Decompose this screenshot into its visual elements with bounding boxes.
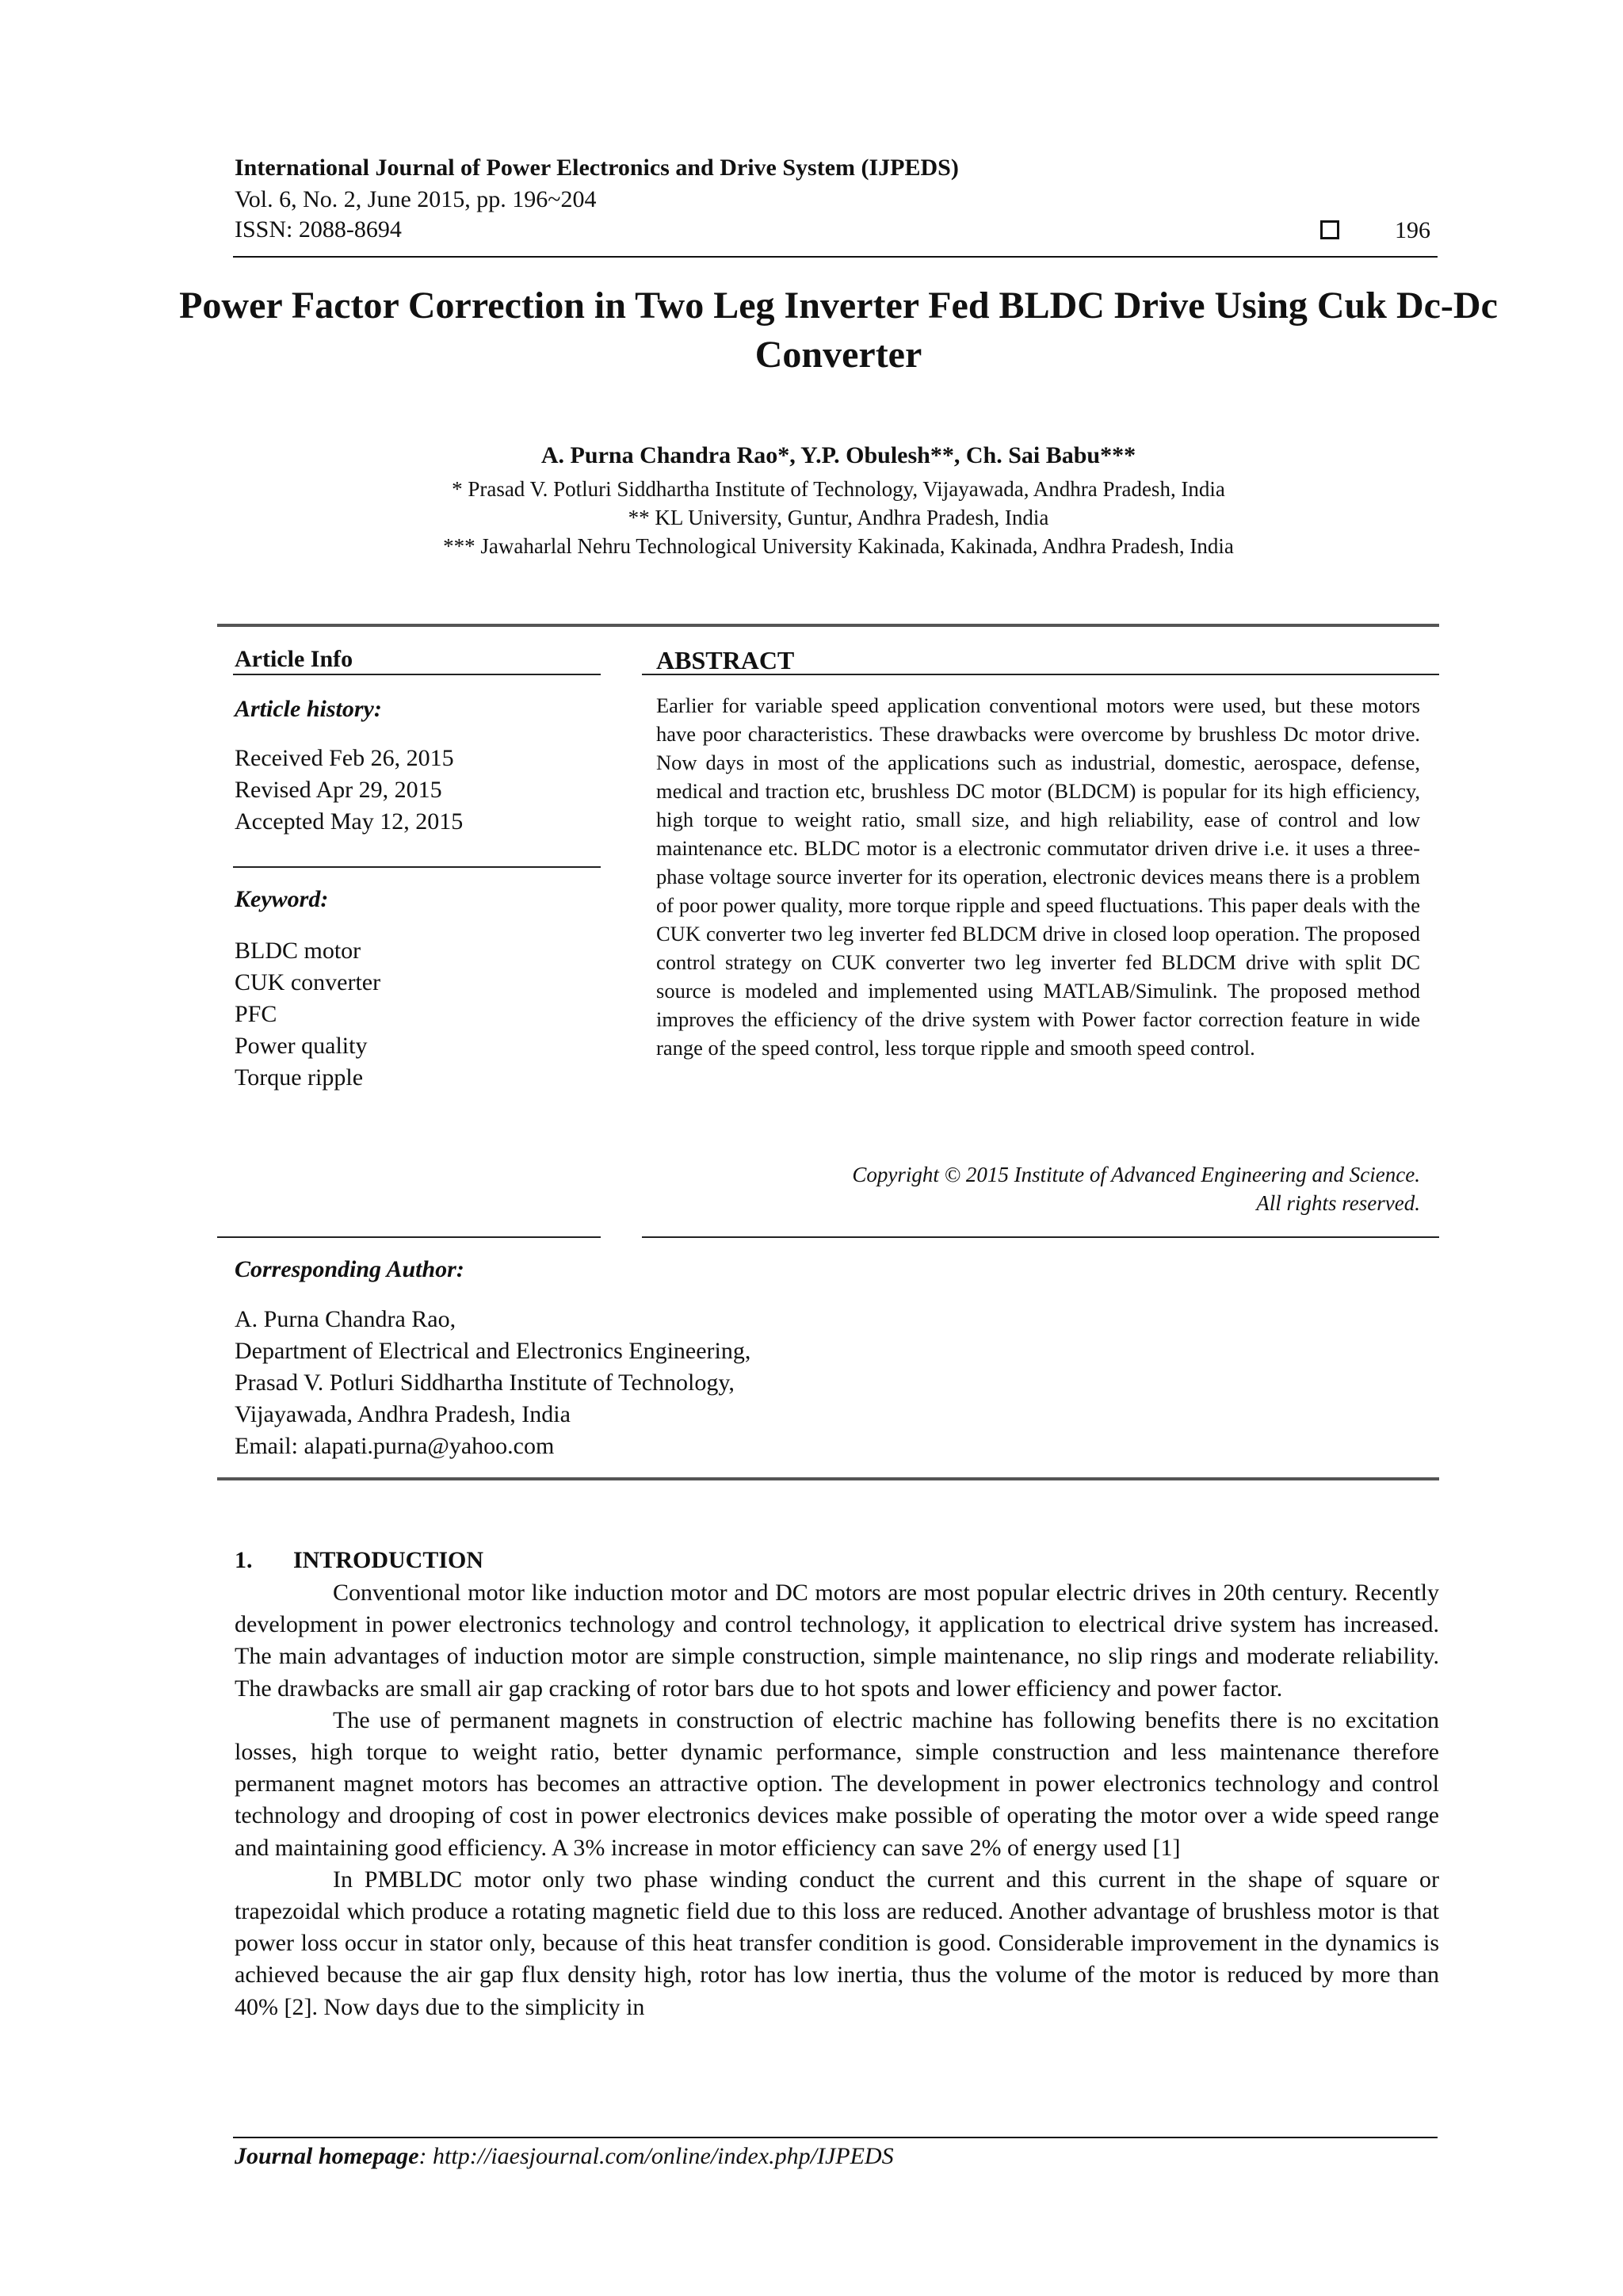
section-divider [217, 624, 1439, 627]
history-item: Revised Apr 29, 2015 [235, 777, 442, 803]
copyright-line: Copyright © 2015 Institute of Advanced Engineering and Science. [852, 1163, 1420, 1186]
keyword-item: BLDC motor [235, 938, 361, 964]
column-divider [642, 1236, 1439, 1238]
author-department: Department of Electrical and Electronics Engineering, [235, 1338, 751, 1364]
abstract-body: Earlier for variable speed application conventional motors were used, but these motors have poor characteristics. These drawbacks were overcome by brushless Dc motor drive. Now days in most of the applications such as industrial, domestic, aerospace, defense, medical and traction etc, brushless DC motor (BLDCM) is popular for its high efficiency, high torque to weight ratio, small size, and high reliability, ease of control and low maintenance etc. BLDC motor is a electronic commutator driven drive i.e. it uses a three-phase voltage source inverter for its operation, electronic devices means there is a problem of poor power quality, more torque ripple and speed fluctuations. This paper deals with the CUK converter two leg inverter fed BLDCM drive in closed loop operation. The proposed control strategy on CUK converter two leg inverter fed BLDCM drive with split DC source is modeled and implemented using MATLAB/Simulink. The proposed method improves the efficiency of the drive system with Power factor correction feature in wide range of the speed control, less torque ripple and smooth speed control. [656, 693, 1420, 1060]
journal-name: International Journal of Power Electronics and Drive System (IJPEDS) [235, 155, 959, 181]
keyword-item: Power quality [235, 1033, 368, 1059]
keyword-item: CUK converter [235, 969, 381, 995]
keyword-heading: Keyword: [235, 886, 329, 912]
introduction-heading [235, 1547, 483, 1574]
corresponding-author-details [235, 1304, 750, 1462]
author-location: Vijayawada, Andhra Pradesh, India [235, 1401, 571, 1427]
column-divider [217, 1236, 601, 1238]
corresponding-author-heading: Corresponding Author: [235, 1256, 464, 1282]
keyword-item: Torque ripple [235, 1064, 364, 1091]
introduction-body [235, 1577, 1439, 2023]
affiliation: * Prasad V. Potluri Siddhartha Institute of Technology, Vijayawada, Andhra Pradesh, India [452, 477, 1225, 501]
column-divider [233, 866, 601, 868]
history-item: Received Feb 26, 2015 [235, 745, 454, 771]
copyright-line: All rights reserved. [1256, 1191, 1420, 1215]
page-number: 196 [1395, 217, 1430, 243]
section-title: INTRODUCTION [293, 1547, 484, 1573]
paragraph: In PMBLDC motor only two phase winding conduct the current and this current in the shape of square or trapezoidal which produce a rotating magnetic field due to this loss are reduced. Another advantage of brushless motor is that power loss occur in stator only, because of this heat transfer condition is good. Considerable improvement in the dynamics is achieved because the air gap flux density high, rotor has low inertia, thus the volume of the motor is reduced by more than 40% [2]. Now days due to the simplicity in [235, 1866, 1439, 2020]
journal-volume: Vol. 6, No. 2, June 2015, pp. 196~204 [235, 186, 597, 212]
homepage-url[interactable]: : http://iaesjournal.com/online/index.php/IJPEDS [418, 2143, 894, 2169]
paper-title: Power Factor Correction in Two Leg Inverter Fed BLDC Drive Using Cuk Dc-Dc Converter [179, 285, 1498, 376]
article-history-list [235, 743, 463, 838]
author-list: A. Purna Chandra Rao*, Y.P. Obulesh**, Ch. Sai Babu*** [540, 442, 1136, 468]
author-name: A. Purna Chandra Rao, [235, 1306, 456, 1332]
copyright-notice [656, 1160, 1420, 1217]
article-info-heading: Article Info [235, 646, 353, 672]
section-divider [217, 1477, 1439, 1480]
paragraph: The use of permanent magnets in construction of electric machine has following benefits there is no excitation losses, high torque to weight ratio, better dynamic performance, simple construction and less maintenance therefore permanent magnet motors has becomes an attractive option. The development in power electronics technology and control technology and drooping of cost in power electronics devices make possible of operating the motor over a wide speed range and maintaining good efficiency. A 3% increase in motor efficiency can save 2% of energy used [1] [235, 1706, 1439, 1861]
paragraph: Conventional motor like induction motor and DC motors are most popular electric drives in 20th century. Recently development in power electronics technology and control technology, it application to electrical drive system has increased. The main advantages of induction motor are simple construction, simple maintenance, no slip rings and moderate reliability. The drawbacks are small air gap cracking of rotor bars due to hot spots and lower efficiency and power factor. [235, 1580, 1439, 1702]
column-divider [233, 674, 601, 675]
affiliation: *** Jawaharlal Nehru Technological University Kakinada, Kakinada, Andhra Pradesh, India [443, 534, 1234, 558]
checkbox-square-icon [1320, 220, 1339, 239]
author-email: Email: alapati.purna@yahoo.com [235, 1433, 555, 1459]
affiliation: ** KL University, Guntur, Andhra Pradesh, India [628, 506, 1049, 529]
section-number: 1. [235, 1547, 253, 1573]
homepage-label: Journal homepage [235, 2143, 419, 2169]
journal-issn: ISSN: 2088-8694 [235, 216, 402, 243]
keyword-list [235, 935, 380, 1094]
footer-divider [233, 2137, 1438, 2138]
history-item: Accepted May 12, 2015 [235, 808, 464, 835]
keyword-item: PFC [235, 1001, 277, 1027]
abstract-heading: ABSTRACT [656, 646, 795, 674]
header-divider [233, 256, 1438, 258]
journal-homepage [235, 2143, 894, 2170]
author-institute: Prasad V. Potluri Siddhartha Institute of Technology, [235, 1370, 735, 1396]
article-history-heading: Article history: [235, 696, 382, 722]
